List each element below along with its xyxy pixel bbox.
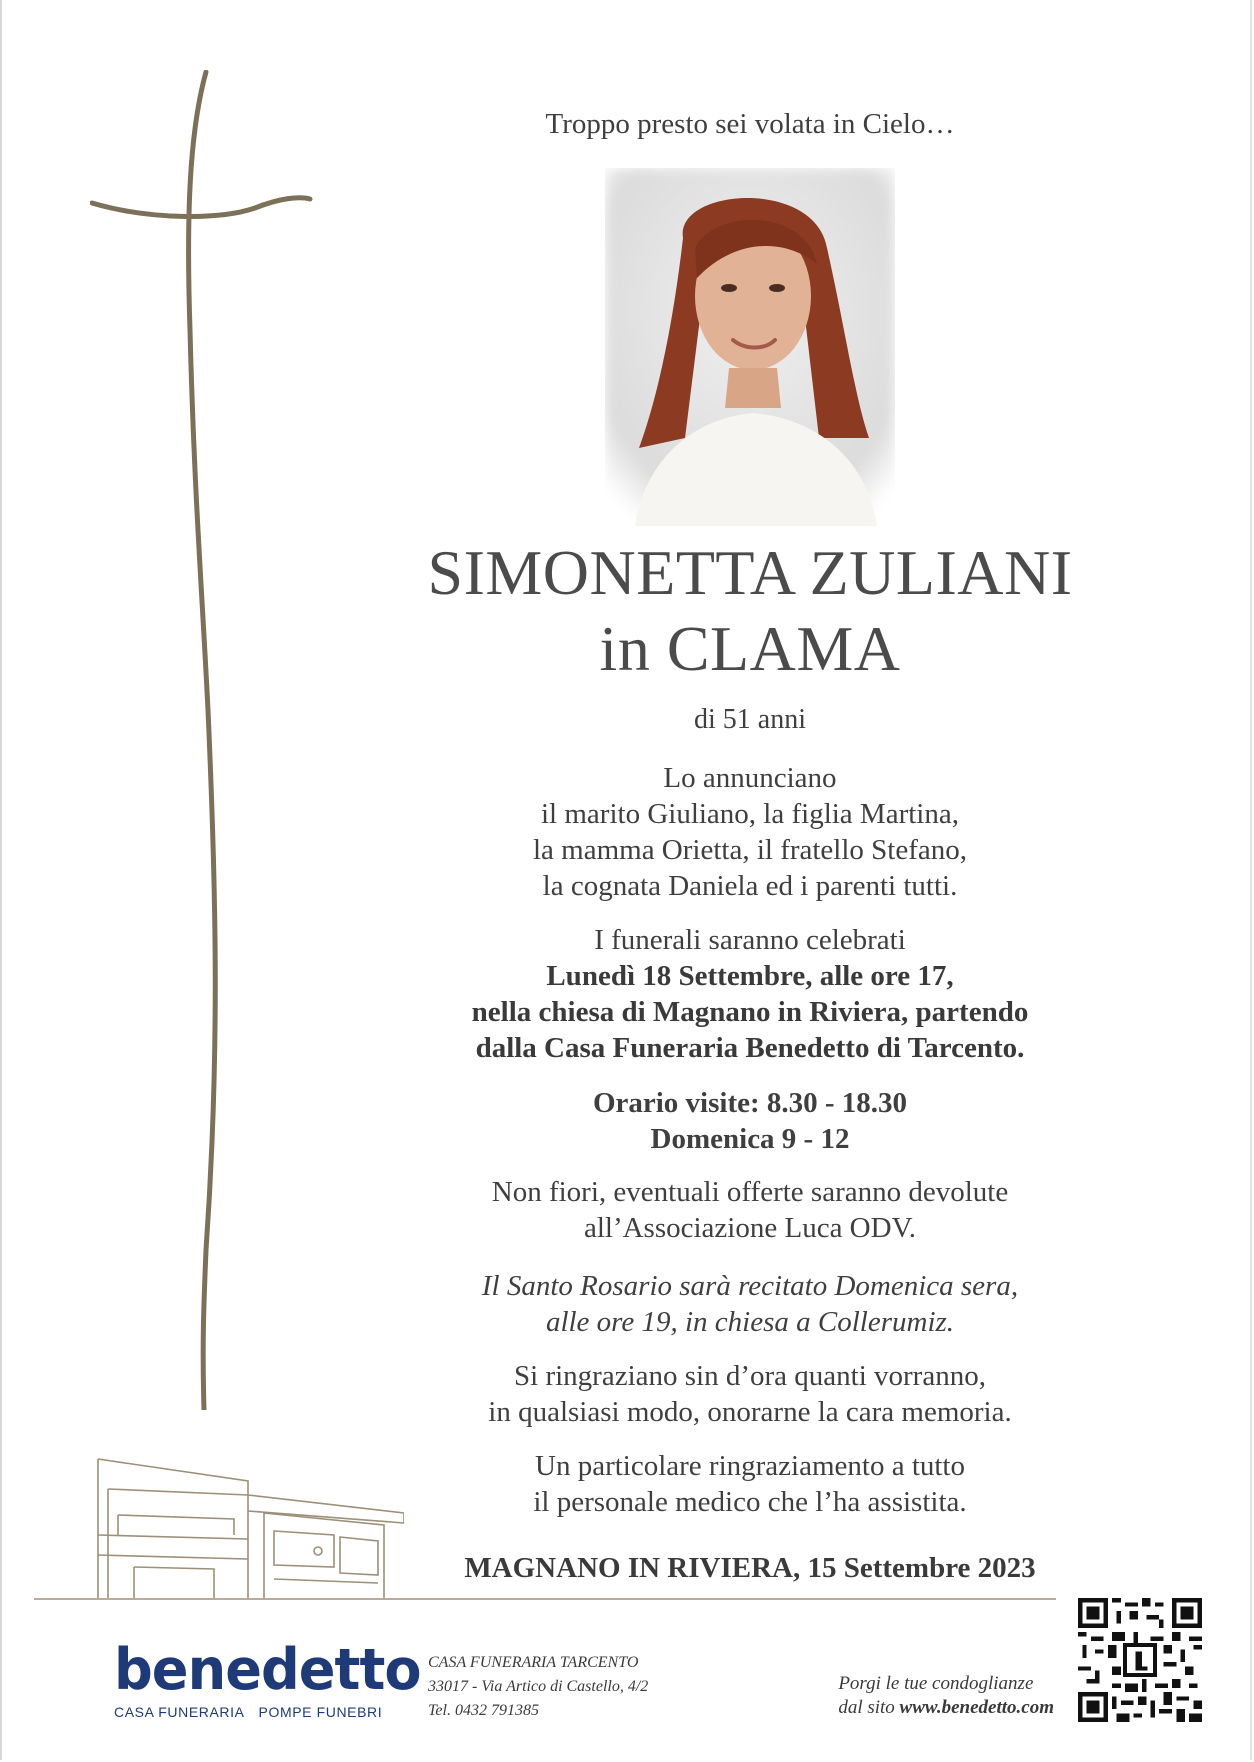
place-date: MAGNANO IN RIVIERA, 15 Settembre 2023 (464, 1552, 1036, 1584)
announcement-line: la mamma Orietta, il fratello Stefano, (532, 834, 968, 866)
announcement-line: Lo annunciano (663, 762, 837, 794)
website-link[interactable]: www.benedetto.com (899, 1697, 1054, 1718)
intro-text: Troppo presto sei volata in Cielo… (545, 108, 955, 140)
portrait-photo (605, 168, 895, 526)
deceased-name (380, 535, 1120, 687)
logo-subtitle (114, 1704, 437, 1720)
thanks-block (380, 1358, 1120, 1430)
divider (34, 1598, 1056, 1600)
contact-line: Tel. 0432 791385 (428, 1702, 539, 1719)
funeral-block (380, 922, 1120, 1066)
medical-thanks-line: Un particolare ringraziamento a tutto (535, 1450, 965, 1482)
visits-block (380, 1085, 1120, 1157)
contact-line: 33017 - Via Artico di Castello, 4/2 (428, 1678, 649, 1695)
contact-block (428, 1651, 648, 1723)
rosary-line: alle ore 19, in chiesa a Collerumiz. (545, 1306, 955, 1338)
flowers-line: Non fiori, eventuali offerte saranno devolute (491, 1176, 1009, 1208)
qr-code-icon[interactable] (1078, 1598, 1202, 1722)
flowers-line: all’Associazione Luca ODV. (583, 1212, 917, 1244)
thanks-line: Si ringraziano sin d’ora quanti vorranno, (514, 1360, 986, 1392)
condolences-prefix: dal sito (838, 1697, 900, 1718)
logo-sub-2: POMPE FUNEBRI (258, 1704, 383, 1720)
funeral-detail: nella chiesa di Magnano in Riviera, partendo (471, 996, 1029, 1028)
condolences-line: Porgi le tue condoglianze (838, 1673, 1034, 1694)
funeral-detail: Lunedì 18 Settembre, alle ore 17, (546, 960, 954, 992)
age-text: di 51 anni (694, 704, 806, 735)
announcement-line: il marito Giuliano, la figlia Martina, (541, 798, 959, 830)
brand-logo (114, 1637, 437, 1720)
flowers-block (380, 1174, 1120, 1246)
name-line-1: SIMONETTA ZULIANI (427, 537, 1073, 608)
funeral-detail: dalla Casa Funeraria Benedetto di Tarcento. (475, 1032, 1025, 1064)
building-icon (34, 1455, 404, 1600)
condolences-line-2 (838, 1696, 1054, 1720)
thanks-line: in qualsiasi modo, onorarne la cara memoria. (488, 1396, 1012, 1428)
funeral-intro: I funerali saranno celebrati (594, 924, 906, 956)
rosary-block (380, 1268, 1120, 1340)
cross-icon (90, 70, 330, 1410)
contact-line: CASA FUNERARIA TARCENTO (428, 1654, 639, 1671)
medical-thanks-line: il personale medico che l’ha assistita. (533, 1486, 967, 1518)
medical-thanks-block (380, 1448, 1120, 1520)
name-line-2: in CLAMA (599, 613, 901, 684)
visits-line: Domenica 9 - 12 (650, 1123, 850, 1155)
condolences-block (838, 1672, 1054, 1720)
rosary-line: Il Santo Rosario sarà recitato Domenica sera, (481, 1270, 1019, 1302)
announcement-line: la cognata Daniela ed i parenti tutti. (542, 870, 958, 902)
announcement-block (380, 760, 1120, 904)
logo-sub-1: CASA FUNERARIA (114, 1704, 245, 1720)
visits-line: Orario visite: 8.30 - 18.30 (592, 1087, 908, 1119)
logo-wordmark: benedetto (114, 1637, 421, 1703)
